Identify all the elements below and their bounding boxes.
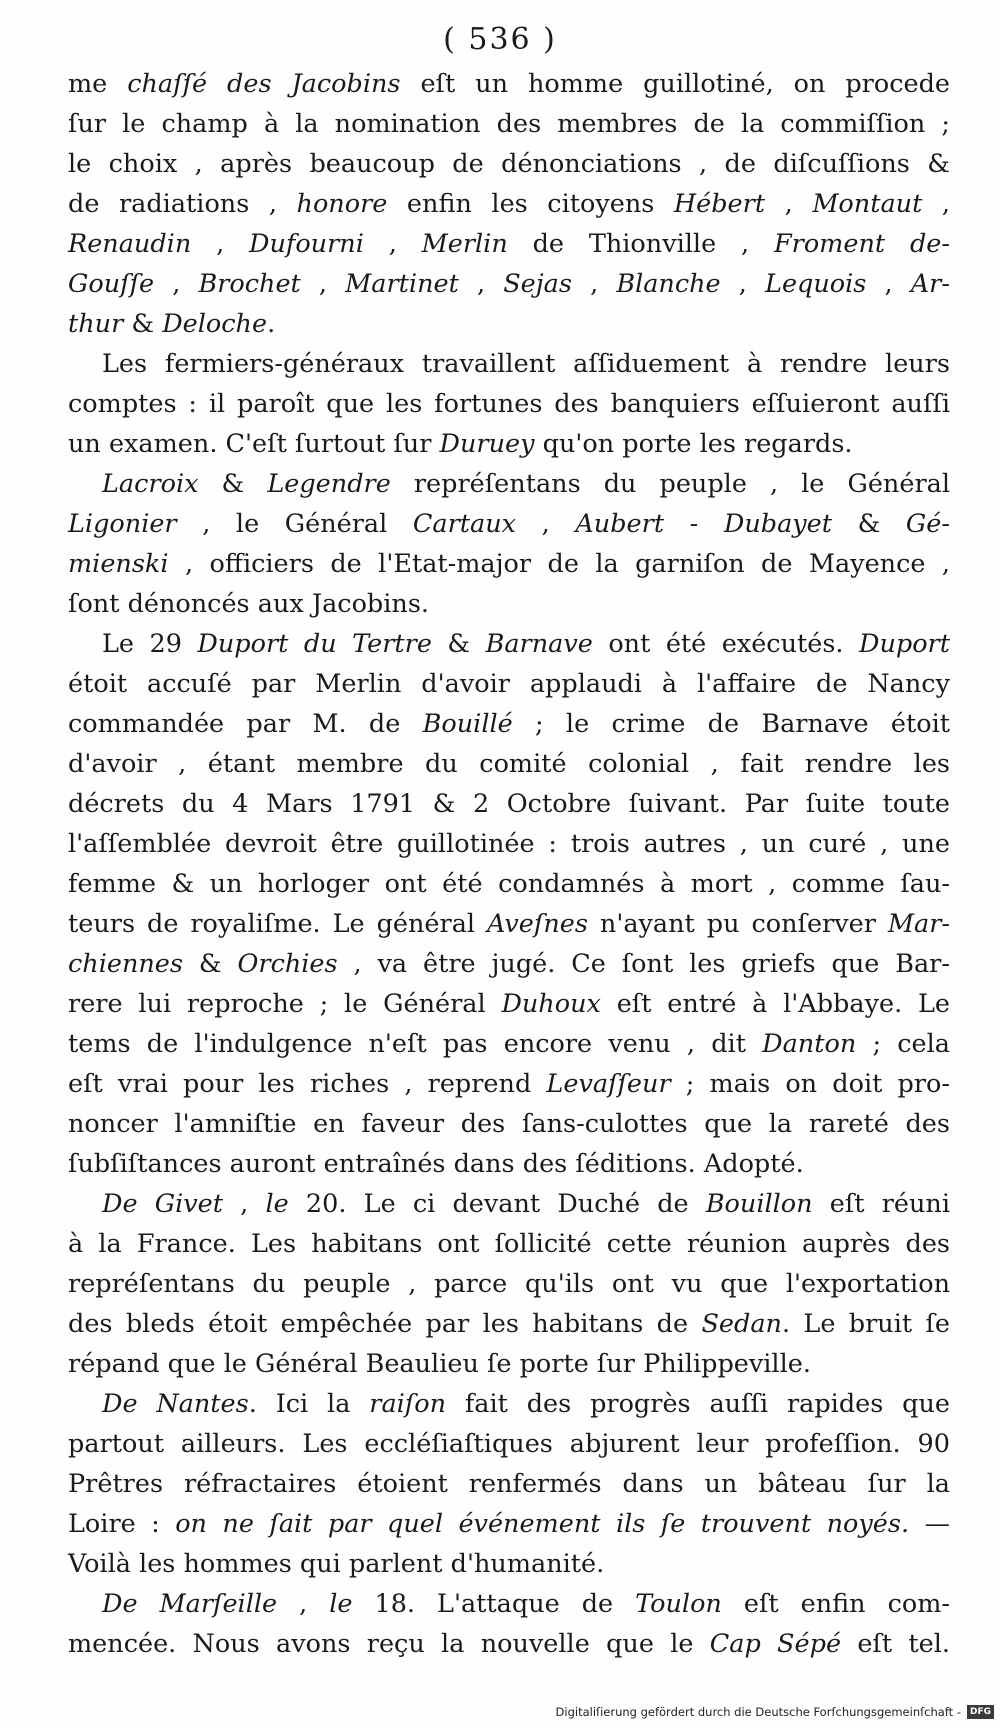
italic-run: Sejas <box>503 269 572 299</box>
text-run: mencée. Nous avons reçu la nouvelle que le <box>68 1629 710 1659</box>
text-line <box>68 1344 950 1384</box>
text-run: . Ici la <box>248 1389 370 1419</box>
text-run: noncer l'amniſtie en faveur des ſans-culottes que la rareté des <box>68 1109 950 1139</box>
text-run: ſont dénoncés aux Jacobins. <box>68 589 430 619</box>
text-run: , <box>277 1589 330 1619</box>
italic-run: mienski <box>68 549 169 579</box>
text-line <box>68 944 950 984</box>
text-run: , <box>154 269 199 299</box>
text-run: Voilà les hommes qui parlent d'humanité. <box>68 1549 605 1579</box>
text-run: & <box>198 469 268 499</box>
text-run: , <box>720 269 766 299</box>
text-run: . <box>267 309 276 339</box>
text-run: fait des progrès auſſi rapides que <box>446 1389 951 1419</box>
text-line <box>68 864 950 904</box>
text-run: 20. Le ci devant Duché de <box>288 1189 706 1219</box>
text-run: ſubſiſtances auront entraînés dans des ſéditions. Adopté. <box>68 1149 804 1179</box>
text-run: , <box>458 269 504 299</box>
italic-run: Aveſnes <box>487 909 588 939</box>
text-line <box>68 664 950 704</box>
text-run: , officiers de l'Etat-major de la garniſon de Mayence , <box>168 549 950 579</box>
text-line <box>68 704 950 744</box>
text-run: ; mais on doit pro- <box>670 1069 950 1099</box>
credit-text: Digitaliſierung gefördert durch die Deutsche Forſchungsgemeinſchaft - <box>555 1705 961 1719</box>
text-run: de Thionville , <box>507 229 774 259</box>
text-run: & <box>431 629 486 659</box>
text-line <box>68 1264 950 1304</box>
text-line <box>68 624 950 664</box>
italic-run: thur <box>68 309 124 339</box>
text-run: de radiations , <box>68 189 297 219</box>
text-run: étoit accuſé par Merlin d'avoir applaudi à l'affaire de Nancy <box>68 669 950 699</box>
italic-run: Duhoux <box>501 989 601 1019</box>
text-line <box>68 224 950 264</box>
text-run: enfin les citoyens <box>387 189 674 219</box>
italic-run: Orchies <box>237 949 338 979</box>
italic-run: Montaut <box>812 189 923 219</box>
text-run: répand que le Général Beaulieu ſe porte ſur Philippeville. <box>68 1349 811 1379</box>
text-run: . Le bruit ſe <box>781 1309 950 1339</box>
text-run: & <box>123 309 163 339</box>
text-line <box>68 504 950 544</box>
text-run: , <box>571 269 617 299</box>
italic-run: le <box>265 1189 289 1219</box>
text-run: partout ailleurs. Les eccléſiaſtiques abjurent leur profeſſion. 90 <box>68 1429 950 1459</box>
text-run: eſt entré à l'Abbaye. Le <box>600 989 950 1019</box>
digitization-credit <box>556 1703 1000 1721</box>
italic-run: chiennes <box>68 949 183 979</box>
italic-run: De Nantes <box>102 1389 249 1419</box>
italic-run: Hébert <box>673 189 766 219</box>
text-run: me <box>68 69 128 99</box>
text-run: ; le crime de Barnave étoit <box>512 709 950 739</box>
text-run: , <box>191 229 250 259</box>
text-run: des bleds étoit empêchée par les habitans de <box>68 1309 702 1339</box>
text-run: n'ayant pu conſerver <box>587 909 888 939</box>
text-run: repréſentans du peuple , parce qu'ils ont vu que l'exportation <box>68 1269 950 1299</box>
italic-run: chaſſé des Jacobins <box>127 69 401 99</box>
text-run: à la France. Les habitans ont ſollicité cette réunion auprès des <box>68 1229 950 1259</box>
italic-run: on ne ſait par quel événement ils ſe trouvent noyés. <box>175 1509 910 1539</box>
text-line <box>68 744 950 784</box>
text-line <box>68 544 950 584</box>
text-run: qu'on porte les regards. <box>534 429 853 459</box>
italic-run: Lequois <box>765 269 867 299</box>
text-line <box>68 1504 950 1544</box>
text-line <box>68 1144 950 1184</box>
italic-run: Lacroix <box>102 469 199 499</box>
italic-run: le <box>329 1589 353 1619</box>
italic-run: Froment de- <box>773 229 950 259</box>
italic-run: Barnave <box>485 629 593 659</box>
text-run: l'aſſemblée devroit être guillotinée : trois autres , un curé , une <box>68 829 950 859</box>
text-line <box>68 824 950 864</box>
page-number: ( 536 ) <box>443 22 557 57</box>
italic-run: De Marſeille <box>102 1589 278 1619</box>
text-run: ; cela <box>856 1029 950 1059</box>
text-run: d'avoir , étant membre du comité colonial , fait rendre les <box>68 749 950 779</box>
text-run: repréſentans du peuple , le Général <box>390 469 950 499</box>
text-run: eſt tel. <box>841 1629 950 1659</box>
italic-run: Gé- <box>905 509 950 539</box>
text-line <box>68 1064 950 1104</box>
text-line <box>68 1584 950 1624</box>
text-run: le choix , après beaucoup de dénonciations , de diſcuſſions & <box>68 149 950 179</box>
italic-run: Gouſſe <box>68 269 155 299</box>
text-line <box>68 264 950 304</box>
text-run: comptes : il paroît que les fortunes des banquiers eſſuieront auſſi <box>68 389 950 419</box>
italic-run: Cartaux <box>412 509 517 539</box>
text-run: , <box>223 1189 266 1219</box>
text-line <box>68 424 950 464</box>
text-run: , <box>300 269 346 299</box>
text-run: eſt un homme guillotiné, on procede <box>400 69 950 99</box>
italic-run: Bouillé <box>422 709 513 739</box>
text-line <box>68 104 950 144</box>
text-line <box>68 304 950 344</box>
text-line <box>68 384 950 424</box>
text-run: eſt enfin com- <box>721 1589 951 1619</box>
italic-run: Blanche <box>616 269 721 299</box>
text-line <box>68 144 950 184</box>
text-run: teurs de royaliſme. Le général <box>68 909 488 939</box>
body-text <box>68 64 950 1664</box>
text-run: décrets du 4 Mars 1791 & 2 Octobre ſuivant. Par ſuite toute <box>68 789 950 819</box>
text-line <box>68 1184 950 1224</box>
italic-run: Merlin <box>421 229 508 259</box>
italic-run: Duport du Tertre <box>197 629 432 659</box>
text-line <box>68 1544 950 1584</box>
text-line <box>68 464 950 504</box>
text-line <box>68 1464 950 1504</box>
italic-run: Cap Sépé <box>709 1629 842 1659</box>
italic-run: Bouillon <box>705 1189 813 1219</box>
text-line <box>68 1384 950 1424</box>
text-run: ſur le champ à la nomination des membres de la commiſſion ; <box>68 109 950 139</box>
text-line <box>68 784 950 824</box>
text-line <box>68 904 950 944</box>
text-run: , le Général <box>176 509 413 539</box>
text-run: 18. L'attaque de <box>352 1589 636 1619</box>
italic-run: Duport <box>859 629 950 659</box>
text-run: , <box>516 509 576 539</box>
text-run: , <box>922 189 950 219</box>
text-run: rere lui reproche ; le Général <box>68 989 502 1019</box>
text-run: eſt réuni <box>812 1189 951 1219</box>
text-run: Le 29 <box>102 629 198 659</box>
text-line <box>68 1104 950 1144</box>
text-run: — <box>909 1509 950 1539</box>
italic-run: Ligonier <box>68 509 177 539</box>
text-run: & <box>832 509 906 539</box>
text-run: Loire : <box>68 1509 176 1539</box>
italic-run: Dufourni <box>249 229 364 259</box>
italic-run: Deloche <box>162 309 268 339</box>
text-run: ont été exécutés. <box>592 629 860 659</box>
italic-run: honore <box>296 189 388 219</box>
text-run: un examen. C'eſt ſurtout ſur <box>68 429 440 459</box>
text-line <box>68 984 950 1024</box>
italic-run: Duruey <box>439 429 535 459</box>
text-run: Prêtres réfractaires étoient renfermés dans un bâteau ſur la <box>68 1469 950 1499</box>
text-line <box>68 184 950 224</box>
text-run: commandée par M. de <box>68 709 423 739</box>
text-line <box>68 1024 950 1064</box>
text-line <box>68 584 950 624</box>
text-run: , va être jugé. Ce ſont les griefs que Bar- <box>337 949 950 979</box>
italic-run: raiſon <box>369 1389 447 1419</box>
italic-run: Brochet <box>198 269 301 299</box>
italic-run: Legendre <box>267 469 391 499</box>
text-run: , <box>765 189 813 219</box>
text-line <box>68 64 950 104</box>
text-run: femme & un horloger ont été condamnés à mort , comme ſau- <box>68 869 950 899</box>
dfg-logo: DFG <box>967 1705 994 1719</box>
italic-run: Mar- <box>887 909 951 939</box>
text-line <box>68 1304 950 1344</box>
italic-run: Toulon <box>635 1589 722 1619</box>
italic-run: Aubert - Dubayet <box>575 509 833 539</box>
italic-run: Renaudin <box>68 229 192 259</box>
italic-run: De Givet <box>102 1189 223 1219</box>
text-run: tems de l'indulgence n'eſt pas encore venu , dit <box>68 1029 763 1059</box>
italic-run: Martinet <box>345 269 459 299</box>
italic-run: Sedan <box>701 1309 782 1339</box>
text-line <box>68 1424 950 1464</box>
text-run: , <box>866 269 911 299</box>
text-line <box>68 1624 950 1664</box>
text-run: eſt vrai pour les riches , reprend <box>68 1069 547 1099</box>
text-run: Les fermiers-généraux travaillent aſſiduement à rendre leurs <box>102 349 950 379</box>
italic-run: Levaſſeur <box>546 1069 671 1099</box>
text-run: , <box>363 229 422 259</box>
italic-run: Ar- <box>910 269 950 299</box>
italic-run: Danton <box>762 1029 857 1059</box>
text-run: & <box>182 949 238 979</box>
text-line <box>68 1224 950 1264</box>
text-line <box>68 344 950 384</box>
